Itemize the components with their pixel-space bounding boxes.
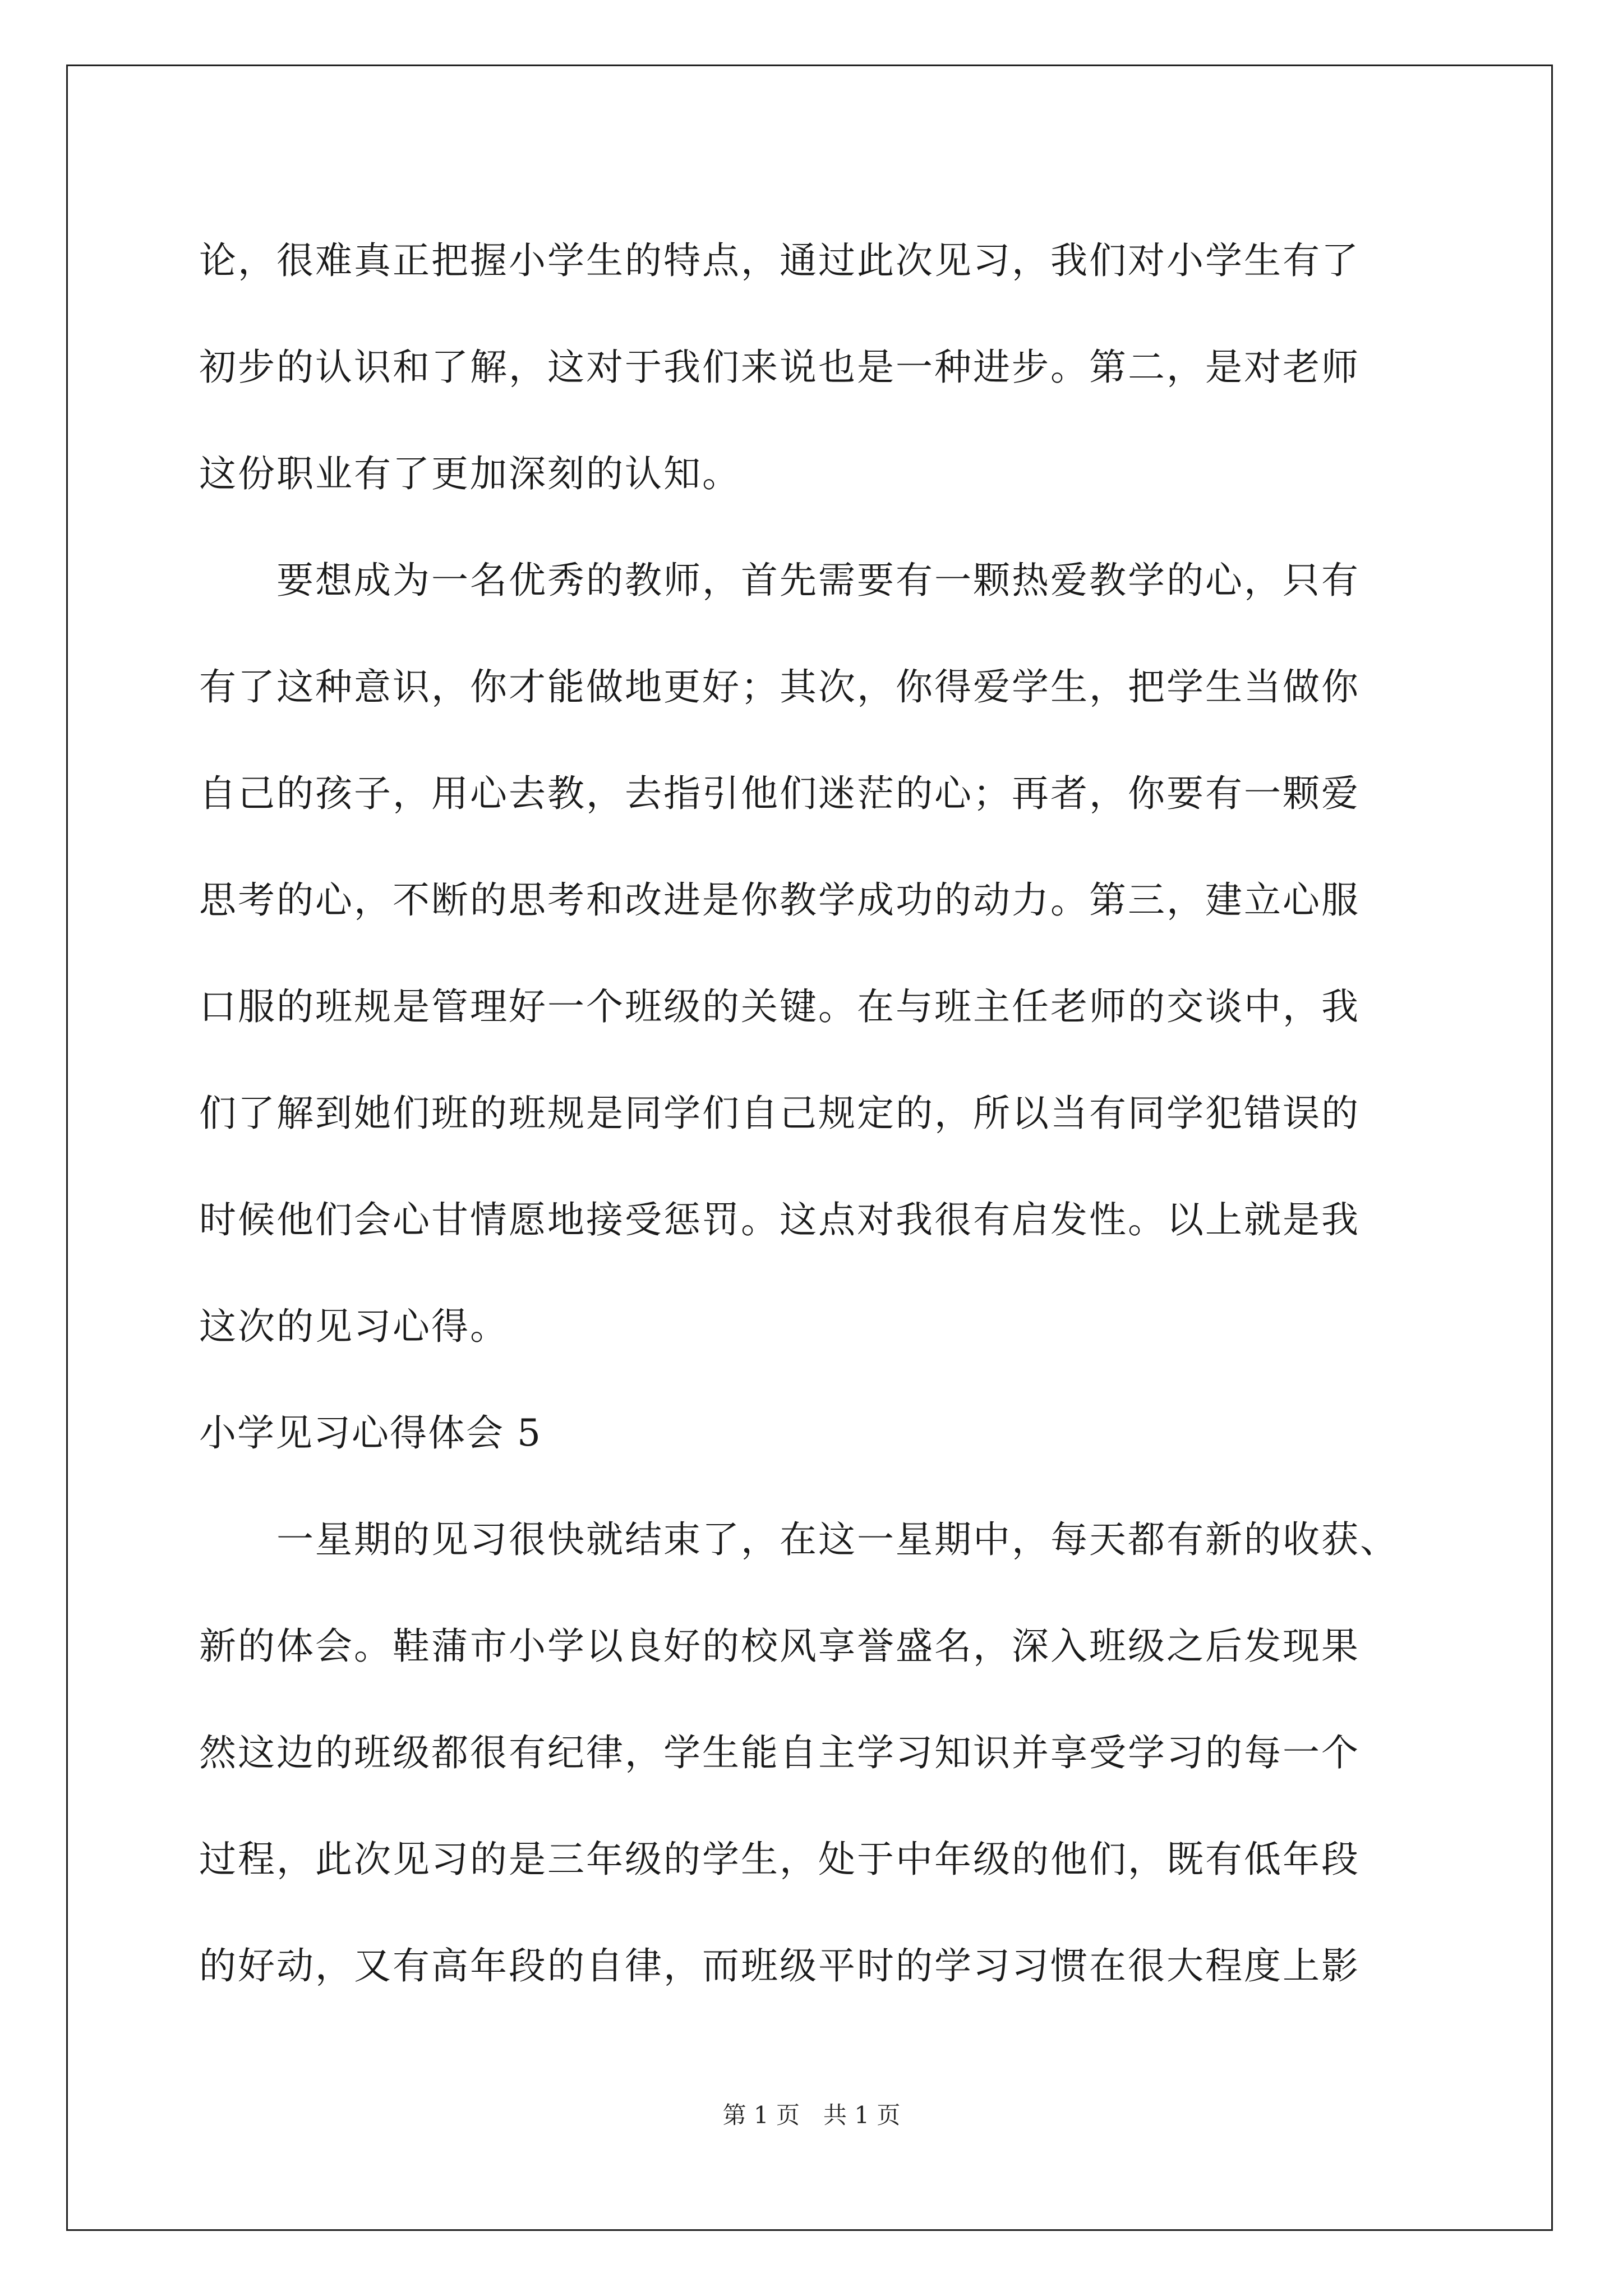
text-line: 有了这种意识，你才能做地更好；其次，你得爱学生，把学生当做你 [199,665,1360,708]
text-line: 要想成为一名优秀的教师，首先需要有一颗热爱教学的心，只有 [199,559,1360,602]
document-body [199,208,1455,2019]
text-line: 思考的心，不断的思考和改进是你教学成功的动力。第三，建立心服 [199,878,1360,922]
text-line: 自己的孩子，用心去教，去指引他们迷茫的心；再者，你要有一颗爱 [199,772,1360,815]
text-line: 过程，此次见习的是三年级的学生，处于中年级的他们，既有低年段 [199,1838,1360,1881]
page-number-footer: 第 1 页 共 1 页 [722,2101,901,2129]
text-line: 时候他们会心甘情愿地接受惩罚。这点对我很有启发性。以上就是我 [199,1198,1360,1241]
text-line: 一星期的见习很快就结束了，在这一星期中，每天都有新的收获、 [199,1518,1399,1561]
text-line: 口服的班规是管理好一个班级的关键。在与班主任老师的交谈中，我 [199,985,1360,1028]
text-line: 论，很难真正把握小学生的特点，通过此次见习，我们对小学生有了 [199,239,1360,282]
section-heading: 小学见习心得体会 5 [199,1411,542,1455]
text-line: 新的体会。鞋蒲市小学以良好的校风享誉盛名，深入班级之后发现果 [199,1625,1360,1668]
text-line: 的好动，又有高年段的自律，而班级平时的学习习惯在很大程度上影 [199,1944,1360,1987]
text-line: 然这边的班级都很有纪律，学生能自主学习知识并享受学习的每一个 [199,1731,1360,1774]
text-line: 初步的认识和了解，这对于我们来说也是一种进步。第二，是对老师 [199,346,1360,389]
text-line: 们了解到她们班的班规是同学们自己规定的，所以当有同学犯错误的 [199,1092,1360,1135]
text-line: 这次的见习心得。 [199,1305,509,1348]
text-line: 这份职业有了更加深刻的认知。 [199,452,741,495]
